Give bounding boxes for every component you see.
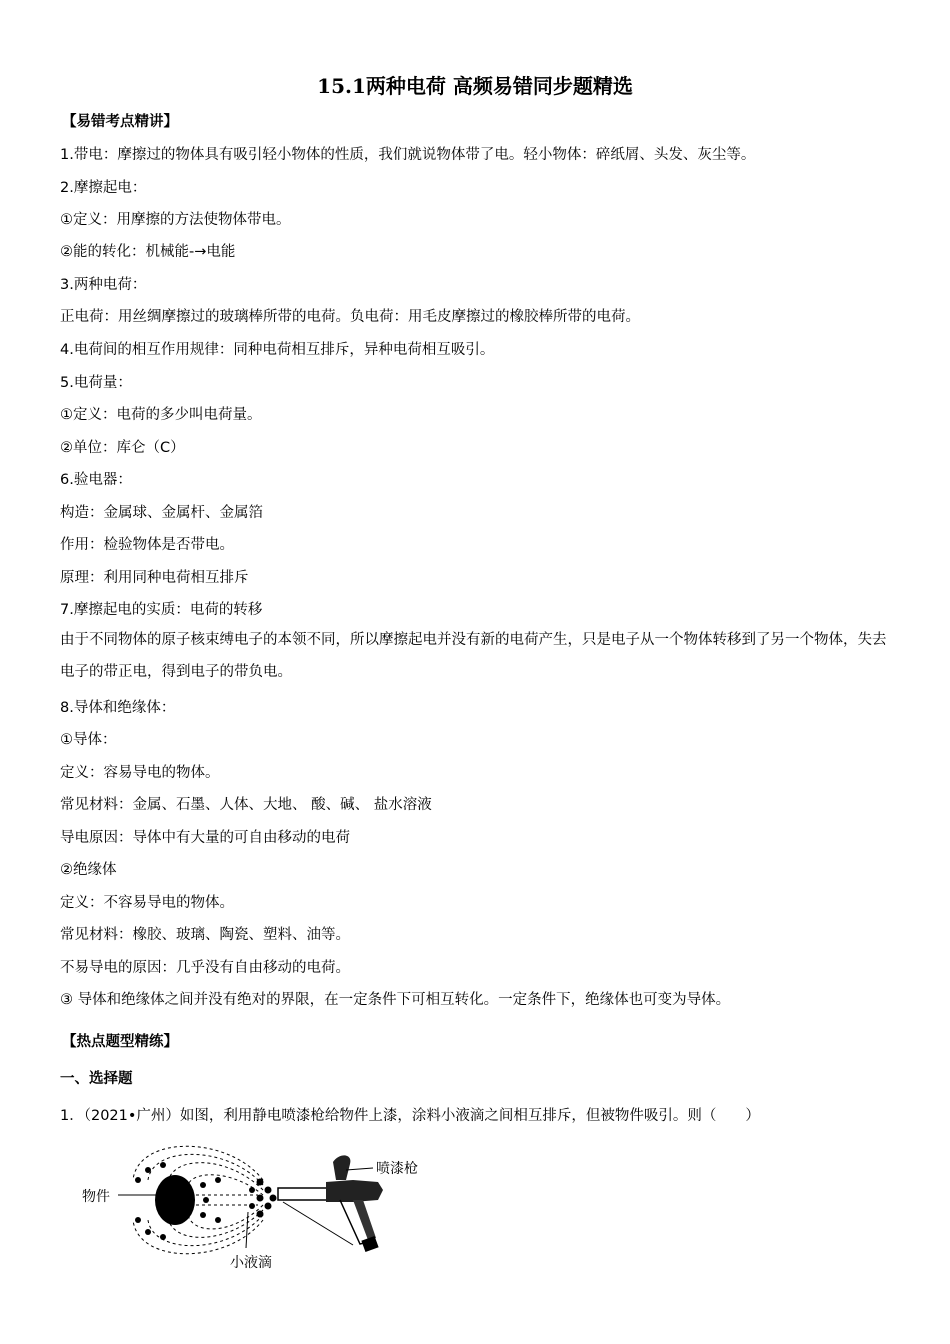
text-line: 不易导电的原因：几乎没有自由移动的电荷。 — [60, 960, 350, 976]
text-line: 4.电荷间的相互作用规律：同种电荷相互排斥，异种电荷相互吸引。 — [60, 342, 495, 358]
gun-leader-line — [346, 1168, 373, 1170]
text-line: 3.两种电荷： — [60, 277, 147, 293]
text-line: 2.摩擦起电： — [60, 180, 147, 196]
text-line: 构造：金属球、金属杆、金属箔 — [60, 505, 263, 521]
section-practice: 【热点题型精练】 — [62, 1034, 178, 1050]
spray-gun-figure — [78, 1140, 438, 1280]
field-lines — [133, 1146, 263, 1254]
text-line: 导电原因：导体中有大量的可自由移动的电荷 — [60, 830, 350, 846]
text-paragraph: 由于不同物体的原子核束缚电子的本领不同，所以摩擦起电并没有新的电荷产生，只是电子从一个物体转移到了另一个物体，失去电子的带正电，得到电子的带负电。 — [60, 632, 887, 680]
text-line: 常见材料：橡胶、玻璃、陶瓷、塑料、油等。 — [60, 927, 350, 943]
page-title: 15.1两种电荷 高频易错同步题精选 — [317, 74, 633, 98]
text-line: 作用：检验物体是否带电。 — [60, 537, 234, 553]
label-spray-gun: 喷漆枪 — [376, 1161, 418, 1177]
text-line: 定义：容易导电的物体。 — [60, 765, 220, 781]
text-line: 1.带电：摩擦过的物体具有吸引轻小物体的性质，我们就说物体带了电。轻小物体：碎纸屑、头发、灰尘等。 — [60, 147, 756, 163]
object-shape — [155, 1175, 195, 1225]
text-line: ③ 导体和绝缘体之间并没有绝对的界限，在一定条件下可相互转化。一定条件下，绝缘体也可变为导体。 — [60, 992, 731, 1008]
text-line: ②绝缘体 — [60, 862, 117, 878]
text-line: 常见材料：金属、石墨、人体、大地、 酸、碱、 盐水溶液 — [60, 797, 432, 813]
text-line: 原理：利用同种电荷相互排斥 — [60, 570, 249, 586]
spray-gun-shape — [278, 1155, 383, 1252]
label-droplets: 小液滴 — [230, 1255, 272, 1271]
text-line: 8.导体和绝缘体： — [60, 700, 176, 716]
text-line: 5.电荷量： — [60, 375, 132, 391]
question-1: 1．（2021•广州）如图，利用静电喷漆枪给物件上漆，涂料小液滴之间相互排斥，但被物件吸引。则（ ） — [60, 1108, 760, 1124]
section-key-points: 【易错考点精讲】 — [62, 114, 178, 130]
text-line: ①定义：电荷的多少叫电荷量。 — [60, 407, 262, 423]
text-line: 定义：不容易导电的物体。 — [60, 895, 234, 911]
text-line: 正电荷：用丝绸摩擦过的玻璃棒所带的电荷。负电荷：用毛皮摩擦过的橡胶棒所带的电荷。 — [60, 309, 640, 325]
text-line: ②能的转化：机械能-→电能 — [60, 244, 236, 260]
text-line: 7.摩擦起电的实质：电荷的转移 — [60, 602, 263, 618]
text-line: ②单位：库仑（C） — [60, 440, 185, 456]
text-line: 6.验电器： — [60, 472, 132, 488]
text-line: ①定义：用摩擦的方法使物体带电。 — [60, 212, 291, 228]
label-object: 物件 — [82, 1189, 110, 1205]
heading-choice-questions: 一、选择题 — [60, 1071, 133, 1087]
text-line: ①导体： — [60, 732, 117, 748]
